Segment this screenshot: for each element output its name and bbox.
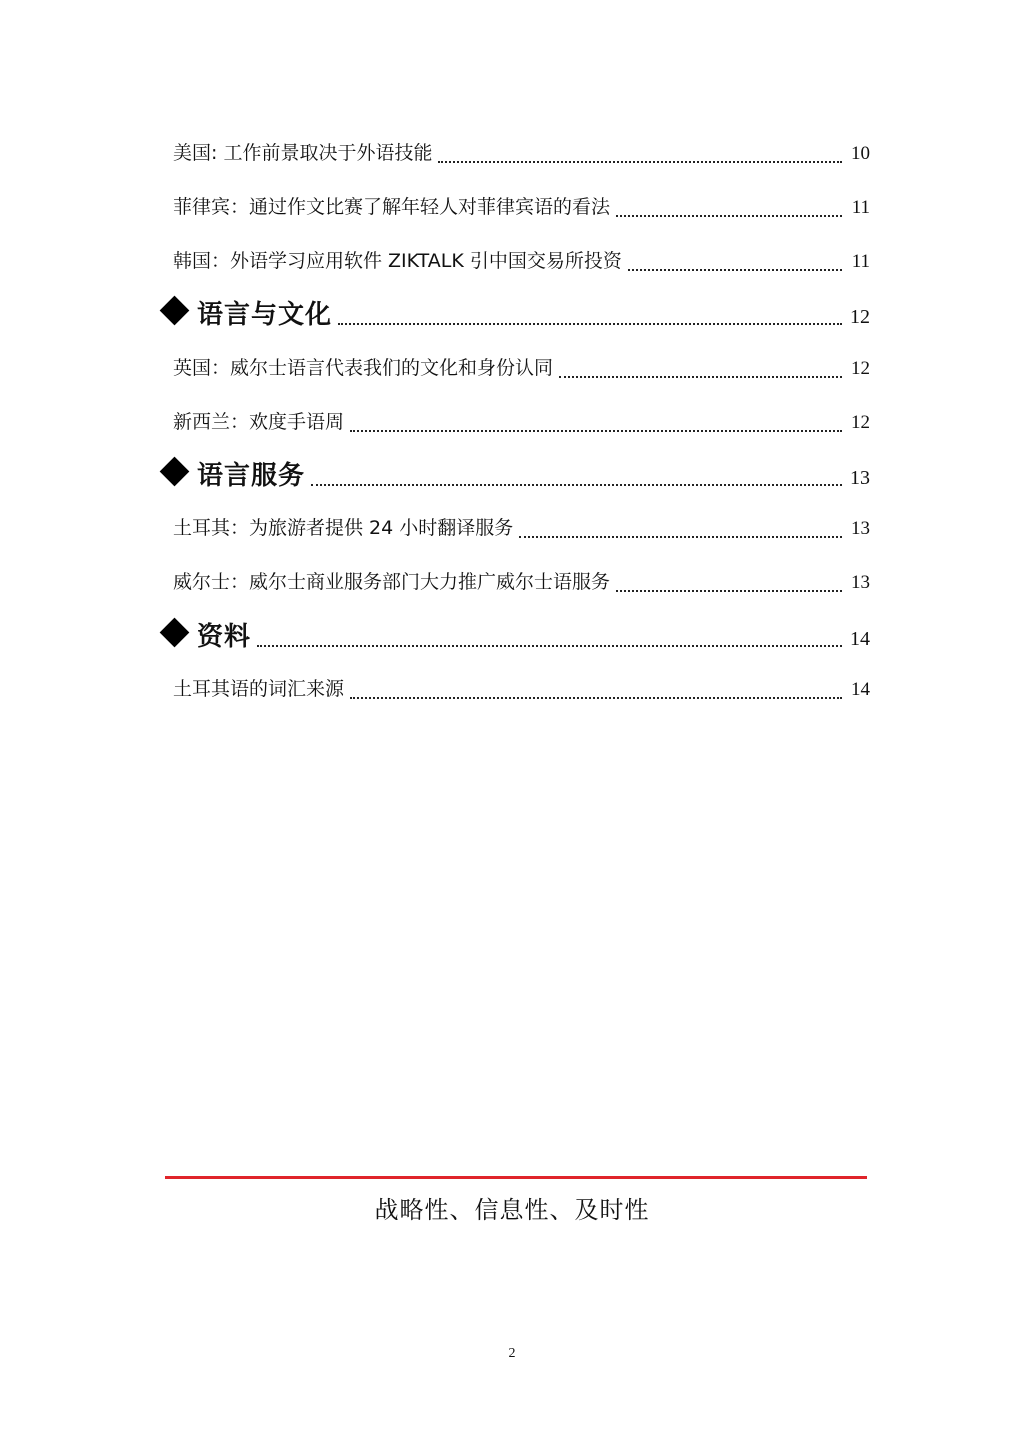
dot-leader: [559, 375, 842, 378]
toc-section-page: 13: [850, 467, 870, 489]
toc-entry[interactable]: [173, 407, 870, 437]
toc-entry[interactable]: [173, 192, 870, 222]
toc-entry-page: 11: [851, 251, 870, 272]
footer-red-rule: [165, 1176, 867, 1179]
toc-section[interactable]: [158, 294, 870, 334]
toc-section-page: 14: [850, 628, 870, 650]
toc-section[interactable]: [158, 616, 870, 656]
toc-section-title: 资料: [197, 622, 252, 652]
dot-leader: [350, 696, 842, 699]
dot-leader: [438, 160, 842, 163]
toc-entry-title: 英国：威尔士语言代表我们的文化和身份认同: [173, 357, 554, 379]
dot-leader: [616, 589, 842, 592]
toc-entry[interactable]: [173, 246, 870, 276]
toc-entry-title: 威尔士：威尔士商业服务部门大力推广威尔士语服务: [173, 571, 611, 593]
toc-entry[interactable]: [173, 567, 870, 597]
diamond-bullet-icon: [160, 618, 190, 648]
toc-entry-page: 12: [851, 358, 870, 379]
toc-section-page: 12: [850, 306, 870, 328]
toc-entry-title: 美国: 工作前景取决于外语技能: [173, 142, 433, 164]
toc-entry-page: 11: [851, 197, 870, 218]
toc-entry-title: 土耳其：为旅游者提供 24 小时翻译服务: [173, 517, 514, 539]
dot-leader: [338, 322, 842, 325]
toc-entry[interactable]: [173, 353, 870, 383]
toc-entry-page: 10: [851, 143, 870, 164]
toc-entry-page: 13: [851, 518, 870, 539]
toc-entry-title: 新西兰：欢度手语周: [173, 411, 345, 433]
toc-entry[interactable]: [173, 138, 870, 168]
toc-entry-page: 13: [851, 572, 870, 593]
dot-leader: [311, 483, 842, 486]
diamond-bullet-icon: [160, 296, 190, 326]
footer-slogan: 战略性、信息性、及时性: [374, 1196, 650, 1224]
dot-leader: [350, 429, 842, 432]
toc-entry-title: 土耳其语的词汇来源: [173, 678, 345, 700]
toc-entry[interactable]: [173, 513, 870, 543]
dot-leader: [628, 268, 842, 271]
toc-entry-page: 12: [851, 412, 870, 433]
toc-section-title: 语言与文化: [197, 300, 333, 330]
toc-section[interactable]: [158, 455, 870, 495]
toc-entry-page: 14: [851, 679, 870, 700]
toc-entry-title: 菲律宾：通过作文比赛了解年轻人对菲律宾语的看法: [173, 196, 611, 218]
page-number: 2: [508, 1346, 516, 1361]
toc-section-title: 语言服务: [197, 461, 306, 491]
diamond-bullet-icon: [160, 457, 190, 487]
toc-entry-title: 韩国：外语学习应用软件 ZIKTALK 引中国交易所投资: [173, 250, 622, 272]
dot-leader: [519, 535, 842, 538]
dot-leader: [616, 214, 842, 217]
toc-entry[interactable]: [173, 674, 870, 704]
dot-leader: [257, 644, 842, 647]
